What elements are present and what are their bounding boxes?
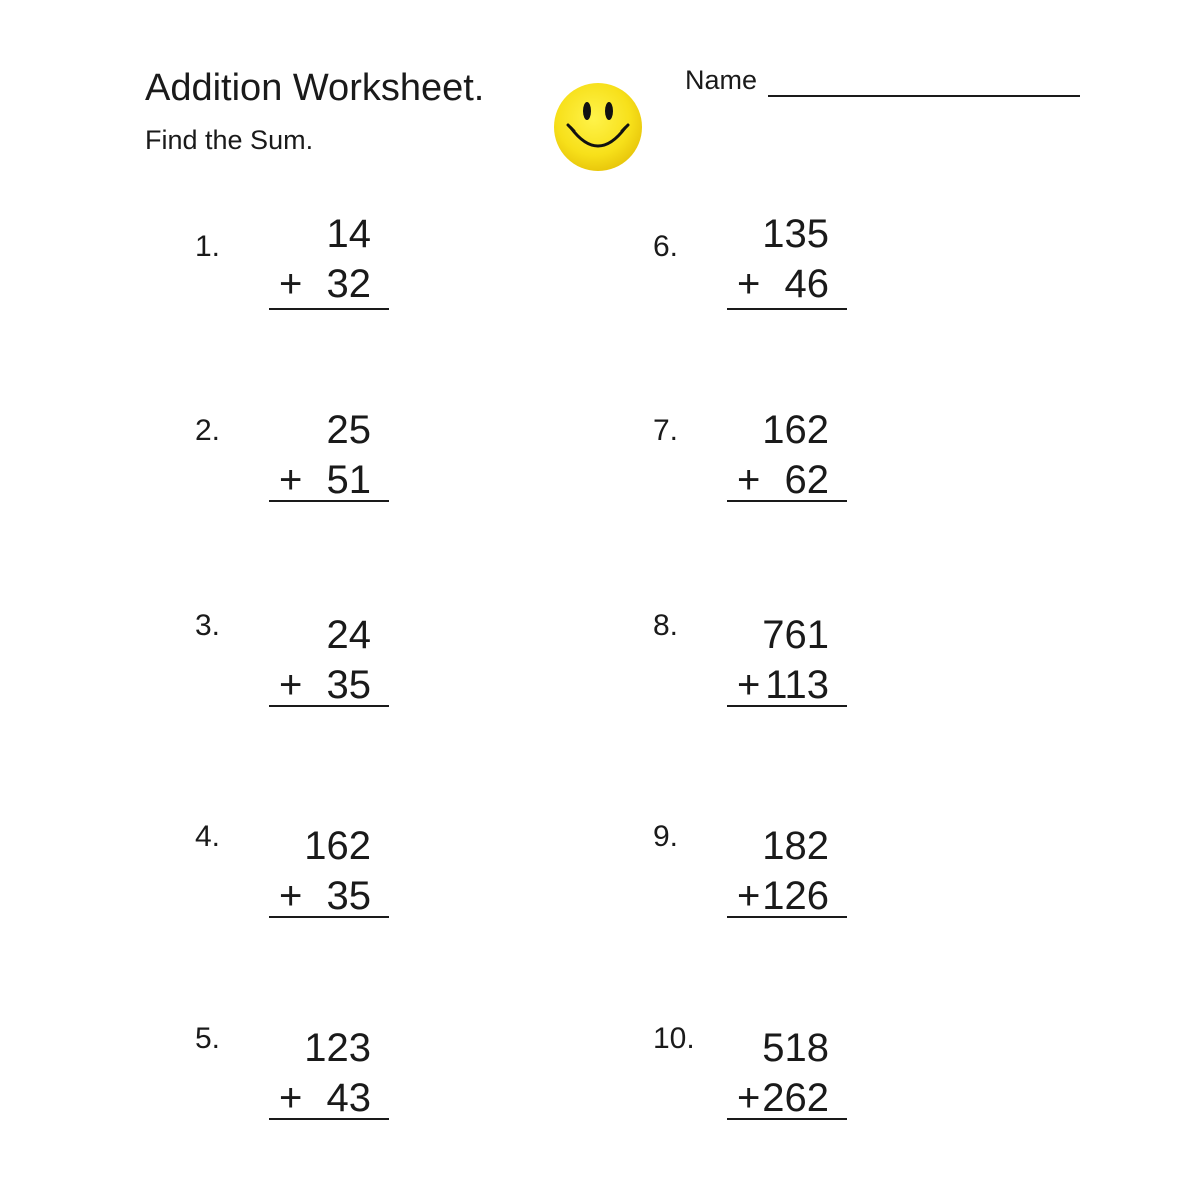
plus-sign: + (737, 663, 761, 707)
addend-bottom: 43 (326, 1076, 371, 1120)
answer-line[interactable] (727, 705, 847, 707)
plus-sign: + (737, 262, 761, 306)
problem-4 (195, 822, 455, 942)
answer-line[interactable] (269, 705, 389, 707)
smiley-face-icon (553, 82, 643, 172)
answer-line[interactable] (269, 1118, 389, 1120)
addend-top: 25 (326, 408, 371, 452)
addend-top: 518 (762, 1026, 829, 1070)
name-field-line[interactable] (768, 95, 1080, 97)
problem-10 (653, 1024, 913, 1144)
addend-top: 162 (762, 408, 829, 452)
problem-number: 5. (195, 1022, 221, 1055)
problem-8 (653, 611, 913, 731)
addend-bottom: 126 (762, 874, 829, 918)
plus-sign: + (279, 458, 303, 502)
addend-bottom: 32 (326, 262, 371, 306)
problem-number: 3. (195, 609, 221, 642)
addend-bottom: 35 (326, 874, 371, 918)
plus-sign: + (737, 874, 761, 918)
problem-number: 8. (653, 609, 679, 642)
addend-top: 135 (762, 212, 829, 256)
addend-top: 24 (326, 613, 371, 657)
addend-top: 761 (762, 613, 829, 657)
addend-bottom: 62 (784, 458, 829, 502)
addend-top: 182 (762, 824, 829, 868)
answer-line[interactable] (727, 1118, 847, 1120)
problem-number: 10. (653, 1022, 695, 1055)
answer-line[interactable] (727, 916, 847, 918)
problem-5 (195, 1024, 455, 1144)
problem-number: 4. (195, 820, 221, 853)
problem-number: 1. (195, 230, 221, 263)
problem-6 (653, 210, 913, 330)
addend-bottom: 262 (762, 1076, 829, 1120)
problem-number: 7. (653, 414, 679, 447)
addend-bottom: 46 (784, 262, 829, 306)
addend-bottom: 51 (326, 458, 371, 502)
answer-line[interactable] (727, 500, 847, 502)
plus-sign: + (279, 262, 303, 306)
plus-sign: + (737, 1076, 761, 1120)
plus-sign: + (279, 663, 303, 707)
answer-line[interactable] (727, 308, 847, 310)
plus-sign: + (279, 874, 303, 918)
problem-3 (195, 611, 455, 731)
problem-number: 2. (195, 414, 221, 447)
addend-top: 123 (304, 1026, 371, 1070)
addend-bottom: 35 (326, 663, 371, 707)
addend-top: 14 (326, 212, 371, 256)
addend-top: 162 (304, 824, 371, 868)
plus-sign: + (737, 458, 761, 502)
answer-line[interactable] (269, 500, 389, 502)
answer-line[interactable] (269, 308, 389, 310)
problem-2 (195, 406, 455, 526)
problem-number: 6. (653, 230, 679, 263)
plus-sign: + (279, 1076, 303, 1120)
problem-number: 9. (653, 820, 679, 853)
answer-line[interactable] (269, 916, 389, 918)
worksheet-title: Addition Worksheet. (145, 67, 485, 109)
addend-bottom: 113 (765, 663, 829, 707)
problem-1 (195, 210, 455, 330)
problem-9 (653, 822, 913, 942)
worksheet-instructions: Find the Sum. (145, 125, 314, 155)
problem-7 (653, 406, 913, 526)
name-label: Name (685, 65, 758, 95)
